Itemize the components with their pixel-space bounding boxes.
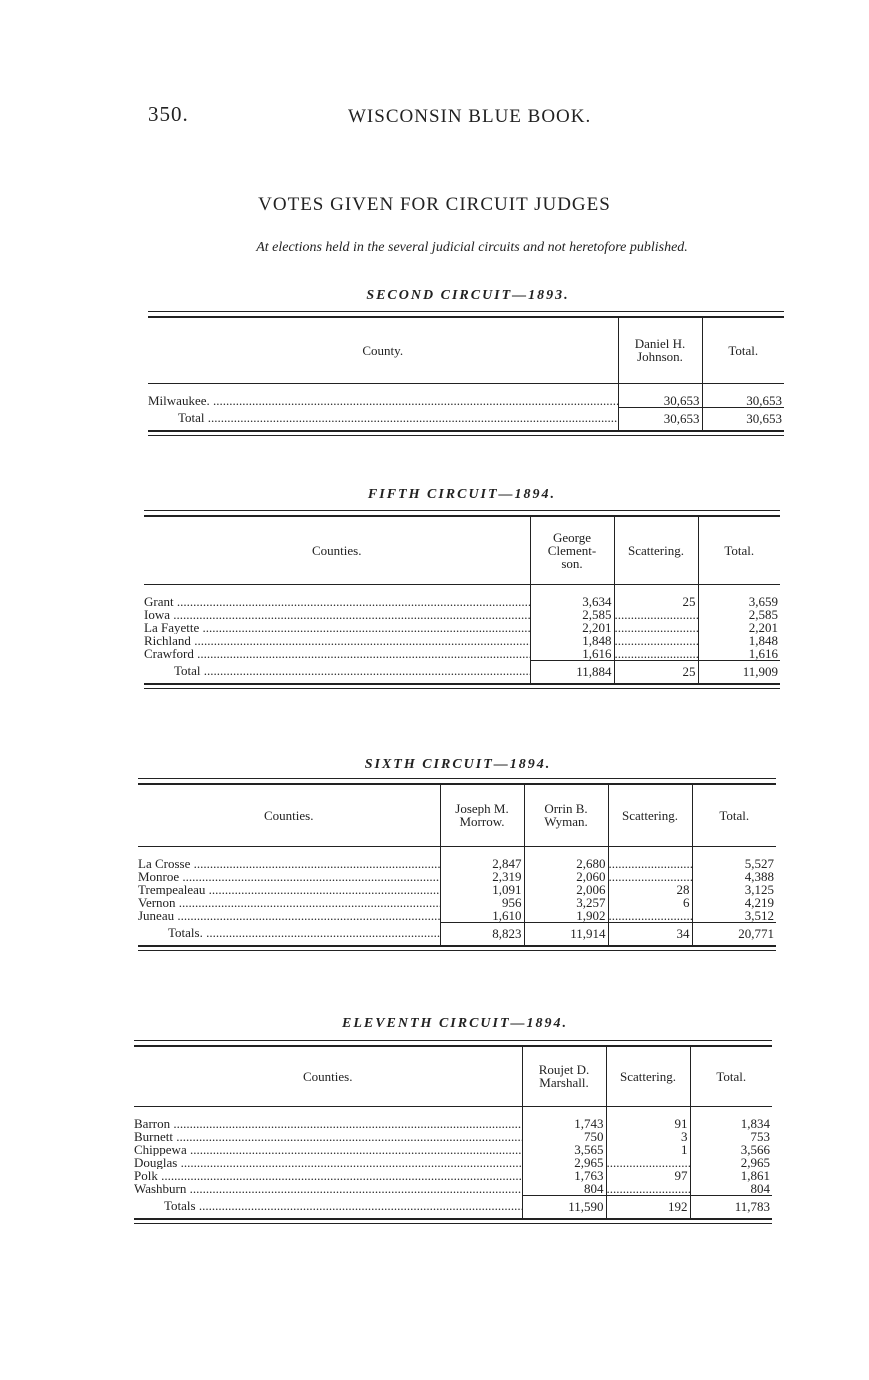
col-header-scattering: Scattering. <box>608 784 692 846</box>
county-name: Grant ..... <box>144 595 530 608</box>
grand-total: 30,653 <box>702 407 784 431</box>
scattering-cell <box>606 1182 690 1196</box>
scattering-cell: 97 <box>606 1169 690 1182</box>
total-cell: 1,834 <box>690 1117 772 1130</box>
vote-cell: 2,847 <box>440 857 524 870</box>
totals-label: Total ..... <box>144 660 530 684</box>
grand-total: 11,783 <box>690 1195 772 1219</box>
totals-label: Total ..... <box>148 407 618 431</box>
col-header-total: Total. <box>702 317 784 383</box>
page-subtitle: At elections held in the several judicial circuits and not heretofore published. <box>256 240 688 255</box>
table-row <box>138 870 776 883</box>
col-header-scattering: Scattering. <box>606 1046 690 1106</box>
county-name: Chippewa ..... <box>134 1143 522 1156</box>
county-name: La Fayette ..... <box>144 621 530 634</box>
col-header-total: Total. <box>698 516 780 584</box>
total-cell: 1,616 <box>698 647 780 661</box>
vote-total: 8,823 <box>440 922 524 946</box>
scattering-cell <box>614 608 698 621</box>
county-name: Iowa ..... <box>144 608 530 621</box>
vote-cell: 1,091 <box>440 883 524 896</box>
totals-label: Totals ..... <box>134 1195 522 1219</box>
vote-cell: 3,634 <box>530 595 614 608</box>
col-header-candidate: George Clement- son. <box>530 516 614 584</box>
vote-cell: 30,653 <box>618 394 702 408</box>
total-cell: 3,512 <box>692 909 776 923</box>
vote-cell: 2,319 <box>440 870 524 883</box>
vote-cell: 2,201 <box>530 621 614 634</box>
scattering-cell <box>608 857 692 870</box>
col-header-counties: Counties. <box>138 784 440 846</box>
sixth-circuit-table <box>138 778 776 951</box>
scattering-cell: 3 <box>606 1130 690 1143</box>
vote-cell: 3,565 <box>522 1143 606 1156</box>
eleventh-circuit-table <box>134 1040 772 1224</box>
second-circuit-title: SECOND CIRCUIT—1893. <box>366 288 570 303</box>
col-header-counties: Counties. <box>134 1046 522 1106</box>
county-name: Douglas ..... <box>134 1156 522 1169</box>
county-name: Milwaukee. ..... <box>148 394 618 408</box>
book-title: WISCONSIN BLUE BOOK. <box>348 106 592 127</box>
vote-cell: 1,848 <box>530 634 614 647</box>
col-header-candidate: Daniel H. Johnson. <box>618 317 702 383</box>
vote-cell: 1,902 <box>524 909 608 923</box>
scattering-cell <box>614 647 698 661</box>
scattering-total: 34 <box>608 922 692 946</box>
table-row <box>144 634 780 647</box>
table-row <box>134 1130 772 1143</box>
county-name: Crawford ..... <box>144 647 530 661</box>
scattering-cell: 91 <box>606 1117 690 1130</box>
table-row <box>144 647 780 661</box>
vote-cell: 3,257 <box>524 896 608 909</box>
total-cell: 2,965 <box>690 1156 772 1169</box>
scattering-cell <box>606 1156 690 1169</box>
sixth-circuit-title: SIXTH CIRCUIT—1894. <box>364 757 552 772</box>
col-header-total: Total. <box>690 1046 772 1106</box>
vote-cell: 2,006 <box>524 883 608 896</box>
county-name: Monroe ..... <box>138 870 440 883</box>
total-cell: 3,566 <box>690 1143 772 1156</box>
table-row <box>138 857 776 870</box>
total-cell: 5,527 <box>692 857 776 870</box>
county-name: La Crosse ..... <box>138 857 440 870</box>
total-cell: 4,219 <box>692 896 776 909</box>
table-row <box>144 595 780 608</box>
county-name: Richland ..... <box>144 634 530 647</box>
total-cell: 30,653 <box>702 394 784 408</box>
col-header-candidate: Joseph M. Morrow. <box>440 784 524 846</box>
scattering-cell <box>614 621 698 634</box>
scattering-cell <box>614 634 698 647</box>
table-row <box>144 608 780 621</box>
scattering-cell: 6 <box>608 896 692 909</box>
vote-cell: 1,743 <box>522 1117 606 1130</box>
table-row <box>148 394 784 408</box>
total-cell: 1,848 <box>698 634 780 647</box>
totals-row <box>138 922 776 946</box>
vote-total: 11,914 <box>524 922 608 946</box>
eleventh-circuit-title: ELEVENTH CIRCUIT—1894. <box>341 1016 569 1031</box>
table-row <box>138 883 776 896</box>
total-cell: 3,125 <box>692 883 776 896</box>
totals-row <box>134 1195 772 1219</box>
col-header-counties: Counties. <box>144 516 530 584</box>
county-name: Juneau ..... <box>138 909 440 923</box>
county-name: Barron ..... <box>134 1117 522 1130</box>
county-name: Burnett ..... <box>134 1130 522 1143</box>
second-circuit-table <box>148 311 784 436</box>
grand-total: 20,771 <box>692 922 776 946</box>
fifth-circuit-table <box>144 510 780 689</box>
vote-total: 30,653 <box>618 407 702 431</box>
vote-cell: 2,680 <box>524 857 608 870</box>
page-title: VOTES GIVEN FOR CIRCUIT JUDGES <box>258 194 611 215</box>
vote-total: 11,590 <box>522 1195 606 1219</box>
scattering-cell: 1 <box>606 1143 690 1156</box>
totals-row <box>144 660 780 684</box>
vote-cell: 2,060 <box>524 870 608 883</box>
vote-cell: 956 <box>440 896 524 909</box>
col-header-candidate: Orrin B. Wyman. <box>524 784 608 846</box>
table-row <box>138 896 776 909</box>
col-header-scattering: Scattering. <box>614 516 698 584</box>
scattering-cell <box>608 870 692 883</box>
scattering-cell: 25 <box>614 595 698 608</box>
scattering-cell: 28 <box>608 883 692 896</box>
col-header-candidate: Roujet D. Marshall. <box>522 1046 606 1106</box>
total-cell: 4,388 <box>692 870 776 883</box>
table-row <box>134 1182 772 1196</box>
county-name: Trempealeau ..... <box>138 883 440 896</box>
total-cell: 3,659 <box>698 595 780 608</box>
total-cell: 1,861 <box>690 1169 772 1182</box>
vote-cell: 2,965 <box>522 1156 606 1169</box>
county-name: Vernon ..... <box>138 896 440 909</box>
vote-cell: 2,585 <box>530 608 614 621</box>
total-cell: 2,585 <box>698 608 780 621</box>
scattering-total: 25 <box>614 660 698 684</box>
vote-cell: 1,610 <box>440 909 524 923</box>
table-row <box>138 909 776 923</box>
col-header-total: Total. <box>692 784 776 846</box>
table-row <box>134 1169 772 1182</box>
fifth-circuit-title: FIFTH CIRCUIT—1894. <box>367 487 557 502</box>
vote-cell: 1,616 <box>530 647 614 661</box>
scattering-cell <box>608 909 692 923</box>
scattering-total: 192 <box>606 1195 690 1219</box>
page-number: 350. <box>148 102 189 126</box>
vote-cell: 750 <box>522 1130 606 1143</box>
table-row <box>134 1156 772 1169</box>
total-cell: 2,201 <box>698 621 780 634</box>
table-row <box>134 1117 772 1130</box>
total-cell: 804 <box>690 1182 772 1196</box>
total-cell: 753 <box>690 1130 772 1143</box>
running-head <box>148 102 788 134</box>
table-row <box>144 621 780 634</box>
grand-total: 11,909 <box>698 660 780 684</box>
county-name: Washburn ..... <box>134 1182 522 1196</box>
vote-total: 11,884 <box>530 660 614 684</box>
county-name: Polk ..... <box>134 1169 522 1182</box>
totals-row <box>148 407 784 431</box>
col-header-county: County. <box>148 317 618 383</box>
table-row <box>134 1143 772 1156</box>
vote-cell: 1,763 <box>522 1169 606 1182</box>
vote-cell: 804 <box>522 1182 606 1196</box>
totals-label: Totals. ..... <box>138 922 440 946</box>
